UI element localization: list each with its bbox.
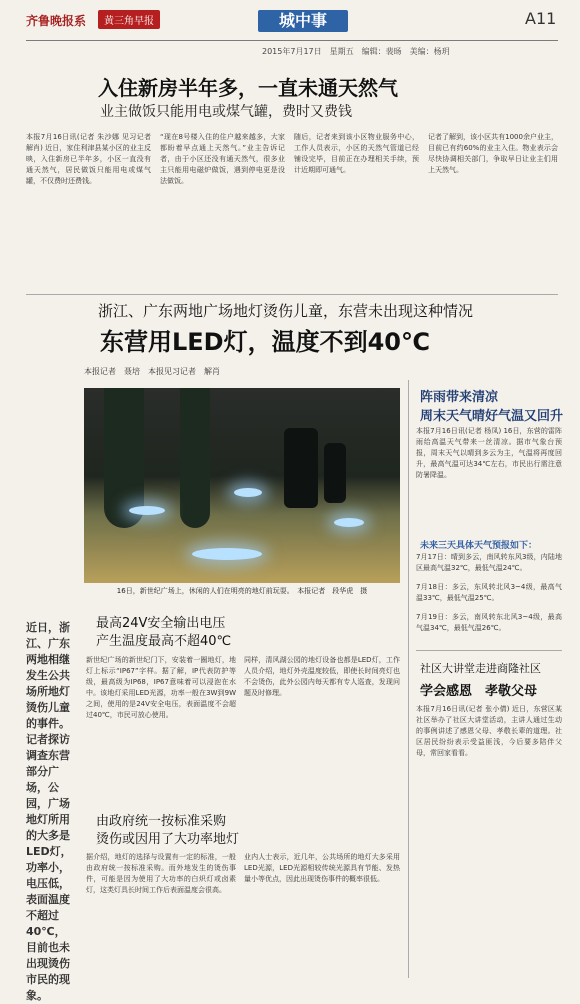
sidebar1-title-1: 阵雨带来清凉: [420, 390, 499, 405]
story1-col4: 记者了解到，该小区共有1000余户业主，目前已有约60%的业主入住。物业表示会尽快协调相关部门，争取早日让业主们用上天然气。: [428, 133, 558, 174]
sidebar1-title-2: 周末天气晴好气温又回升: [420, 409, 564, 424]
floor-lamp-glow: [192, 548, 262, 560]
person-silhouette: [284, 428, 318, 508]
sidebar-rule: [416, 650, 562, 651]
sidebar1-body: 本报7月16日讯(记者 杨凤) 16日，东营的雷阵雨给高温天气带来一丝清凉。据市气象台预报，周末天气以晴到多云为主，气温将再度回升，最高气温可达34℃左右，市民出行需注意防暑降温。: [416, 427, 562, 479]
story2-subhead-1: 最高24V安全输出电压: [96, 616, 226, 631]
floor-lamp-glow: [234, 488, 262, 497]
forecast-day-2: 7月18日：多云，东风转北风3~4级，最高气温33℃，最低气温25℃。: [416, 583, 562, 602]
page-number: A11: [525, 9, 557, 28]
photo-caption: 16日，新世纪广场上，休闲的人们在明亮的地灯前玩耍。 本报记者 段华虎 摄: [116, 587, 368, 595]
story1-lead: 本报7月16日讯(记者 朱沙娜 见习记者 解肖) 近日，家住利津县某小区的业主反映，入住新房已半年多，小区一直没有通天然气，居民做饭只能用电或煤气罐，不仅费时还费钱。: [26, 133, 151, 185]
sidebar-divider: [408, 380, 409, 978]
story1-headline: 入住新房半年多，一直未通天然气: [98, 76, 398, 100]
header-rule: [26, 40, 558, 41]
story2-body-3: 据介绍，地灯的选择与设置有一定的标准，一般由政府统一按标准采购。而外地发生的烫伤事件，可能是因为使用了大功率的白炽灯或卤素灯，这类灯具长时间工作后表面温度会很高。: [86, 853, 236, 894]
story2-subhead-2b: 烫伤或因用了大功率地灯: [96, 832, 240, 847]
story2-body-1: 新世纪广场的新世纪门下，安装着一圈地灯，地灯上标示“IP67”字样。据了解，IP代表防护等级，最高级为IP68，IP67意味着可以浸泡在水中。该地灯采用LED光源，功率一般在3W到9W之间，使用的是24V安全电压，表面温度不会超过40℃，市民可放心使用。: [86, 656, 236, 719]
masthead: 齐鲁晚报系: [26, 14, 87, 28]
plaza-night-photo: [84, 388, 400, 583]
sidebar2-title-2: 学会感恩 孝敬父母: [420, 684, 538, 699]
floor-lamp-glow: [334, 518, 364, 527]
person-silhouette: [324, 443, 346, 503]
floor-lamp-glow: [129, 506, 165, 515]
story2-subhead-2: 由政府统一按标准采购: [96, 814, 227, 829]
story2-headline: 东营用LED灯，温度不到40℃: [100, 328, 431, 356]
sidebar2-title-1: 社区大讲堂走进商隆社区: [420, 662, 541, 675]
story1-col2: “现在8号楼入住的住户越来越多，大家都盼着早点通上天然气。”业主告诉记者，由于小区还没有通天然气，很多业主只能用电磁炉做饭，遇到停电更是没法做饭。: [160, 133, 285, 185]
sidebar2-body: 本报7月16日讯(记者 张小倩) 近日，东营区某社区举办了社区大讲堂活动，主讲人通过生动的事例讲述了感恩父母、孝敬长辈的道理。社区居民纷纷表示受益匪浅，今后要多陪伴父母，常回家看看。: [416, 705, 562, 757]
story-divider: [26, 294, 558, 295]
story2-credits: 本报记者 聂培 本报见习记者 解肖: [84, 367, 220, 376]
forecast-day-1: 7月17日：晴到多云，南风转东风3级，内陆地区最高气温32℃，最低气温24℃。: [416, 553, 562, 572]
forecast-title: 未来三天具体天气预报如下：: [420, 541, 538, 551]
section-title: 城中事: [258, 10, 348, 32]
forecast-day-3: 7月19日：多云，南风转东北风3~4级，最高气温34℃，最低气温26℃。: [416, 613, 562, 632]
tree-silhouette: [180, 388, 210, 528]
issue-meta: 2015年7月17日 星期五 编辑：裴旸 美编：杨玥: [262, 47, 450, 56]
story2-subhead-1b: 产生温度最高不超40℃: [96, 634, 232, 649]
story1-col3: 随后，记者来到该小区物业服务中心，工作人员表示，小区的天然气管道已经铺设完毕，目前正在办理相关手续，预计近期即可通气。: [294, 133, 419, 174]
pull-quote: 近日，浙江、广东两地相继发生公共场所地灯烫伤儿童的事件。记者探访调查东营部分广场，公园，广场地灯所用的大多是LED灯，功率小，电压低，表面温度不超过40℃，目前也未出现烫伤市民的现象。: [26, 621, 72, 1002]
edition-badge: 黄三角早报: [98, 10, 160, 29]
story1-subheadline: 业主做饭只能用电或煤气罐，费时又费钱: [100, 104, 352, 120]
story2-body-2: 同样，清风湖公园的地灯设备也都是LED灯，工作人员介绍，地灯外壳温度较低，即使长时间亮灯也不会烫伤，此外公园内每天都有专人巡查，发现问题及时修理。: [244, 656, 400, 697]
story2-deck: 浙江、广东两地广场地灯烫伤儿童，东营未出现这种情况: [98, 302, 474, 320]
story2-body-4: 业内人士表示，近几年，公共场所的地灯大多采用LED光源，LED光源相较传统光源具有节能、发热量小等优点，因此出现烫伤事件的概率很低。: [244, 853, 400, 883]
